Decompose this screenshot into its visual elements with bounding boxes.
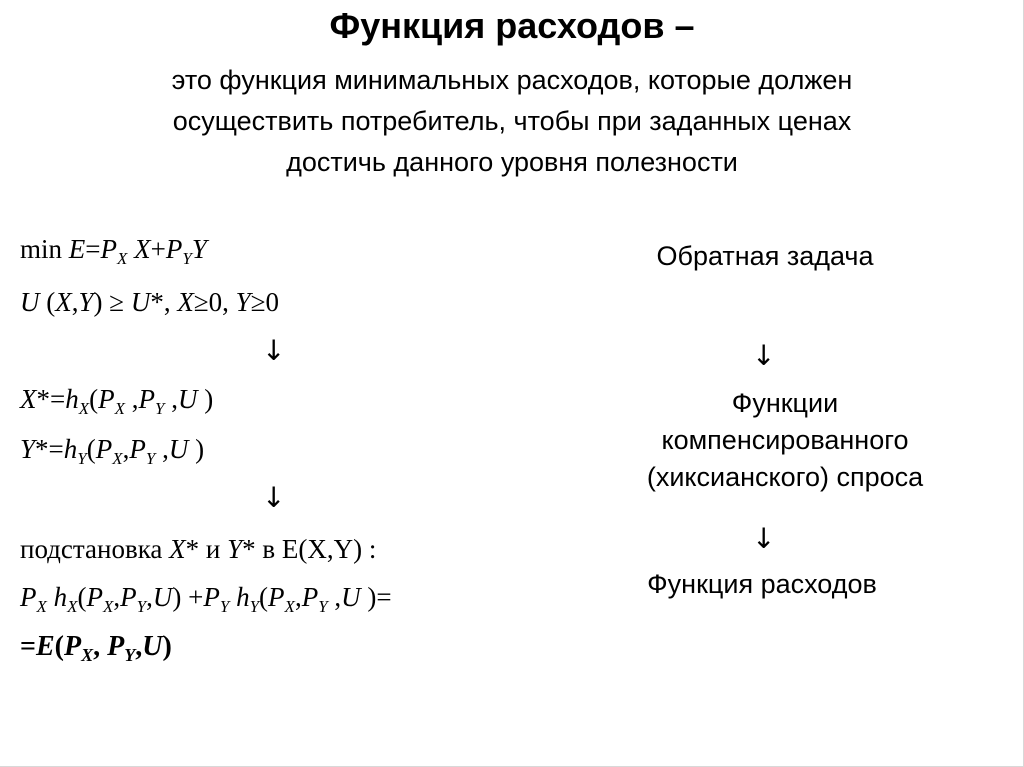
expenditure-function-label: Функция расходов — [647, 569, 877, 599]
compensated-demand-label — [600, 385, 970, 496]
substitution-text: подстановка X* и Y* в E(X,Y) : — [20, 534, 377, 564]
slide-subtitle — [60, 60, 964, 183]
formula-min-expenditure: $\min E=P_X$ $X+P_YY$ — [20, 234, 207, 268]
subtitle-line-3: достичь данного уровня полезности — [286, 147, 738, 177]
compensated-demand-line-1: Функции — [731, 388, 839, 418]
down-arrow-icon: ↓ — [262, 334, 286, 367]
down-arrow-icon: ↓ — [752, 522, 776, 555]
compensated-demand-line-2: компенсированного — [661, 425, 909, 455]
inverse-problem-label: Обратная задача — [656, 241, 874, 271]
formula-hicksian-y: $Y*=h_Y(P_X,P_Y$ ,U ) — [20, 434, 205, 468]
formula-utility-constraint: U (X,Y) ≥ U*, X≥0, Y≥0 — [20, 287, 280, 317]
formula-substituted: $P_X$ $h_X(P_X,P_Y,U) +P_Y$ $h_Y(P_X,P_Y$ ,U )= — [20, 582, 392, 616]
subtitle-line-1: это функция минимальных расходов, которые должен — [171, 65, 853, 95]
subtitle-line-2: осуществить потребитель, чтобы при заданных ценах — [172, 106, 852, 136]
slide-title: Функция расходов – — [329, 5, 695, 46]
down-arrow-icon: ↓ — [752, 339, 776, 372]
down-arrow-icon: ↓ — [262, 481, 286, 514]
formula-hicksian-x: $X*=h_X(P_X$ $,P_Y$ ,U ) — [20, 384, 214, 418]
compensated-demand-line-3: (хиксианского) спроса — [646, 462, 924, 492]
formula-expenditure-result: $=E(P_X$, $P_Y,U$) — [20, 631, 172, 665]
